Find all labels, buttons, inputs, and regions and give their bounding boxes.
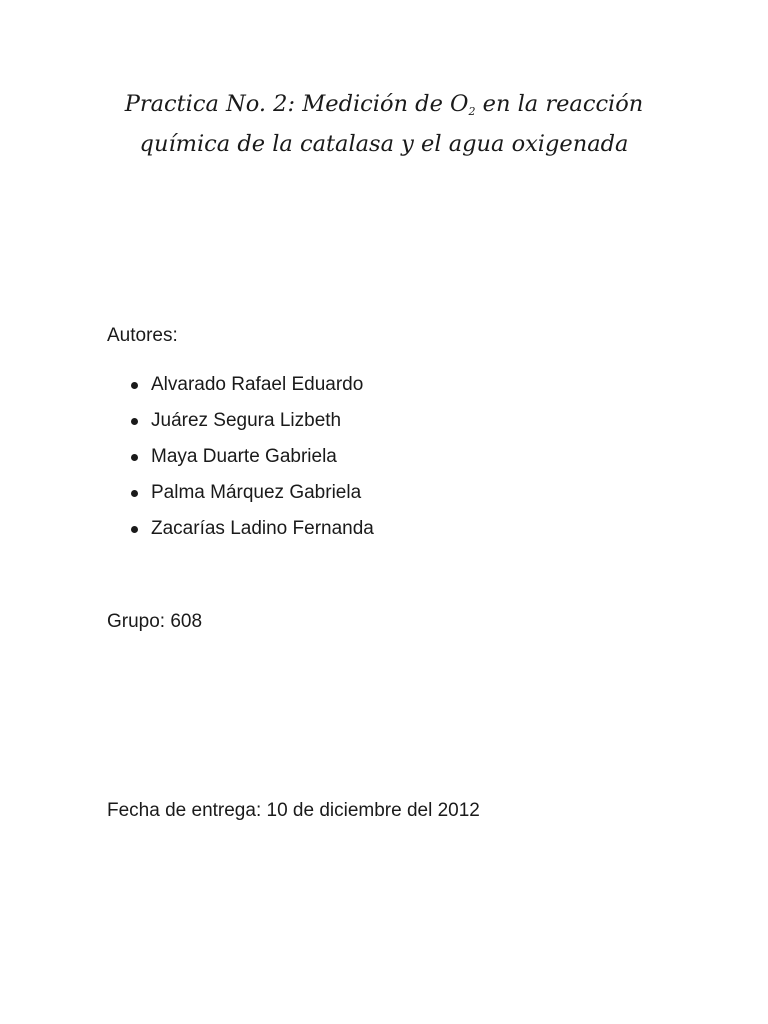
- title-subscript: 2: [468, 105, 476, 118]
- bullet-icon: [131, 418, 138, 425]
- author-name: Palma Márquez Gabriela: [151, 482, 362, 503]
- author-name: Zacarías Ladino Fernanda: [151, 518, 374, 539]
- author-name: Juárez Segura Lizbeth: [151, 410, 342, 431]
- author-name: Maya Duarte Gabriela: [151, 446, 337, 467]
- title-line-2: química de la catalasa y el agua oxigenada: [139, 131, 629, 157]
- delivery-date: Fecha de entrega: 10 de diciembre del 2012: [107, 800, 480, 821]
- title-line-1-text: Practica No. 2: Medición de O: [124, 91, 469, 117]
- bullet-icon: [131, 382, 138, 389]
- bullet-icon: [131, 490, 138, 497]
- authors-label: Autores:: [107, 325, 178, 346]
- title-line-1: [0, 84, 768, 124]
- bullet-icon: [131, 454, 138, 461]
- author-item: [107, 516, 374, 552]
- group-number: Grupo: 608: [107, 611, 203, 632]
- document-title: [0, 84, 768, 164]
- author-item: [107, 480, 374, 516]
- author-item: [107, 444, 374, 480]
- bullet-icon: [131, 526, 138, 533]
- author-item: [107, 408, 374, 444]
- authors-list: [107, 372, 374, 552]
- title-line-1-end: en la reacción: [475, 91, 644, 117]
- author-name: Alvarado Rafael Eduardo: [151, 374, 364, 395]
- author-item: [107, 372, 374, 408]
